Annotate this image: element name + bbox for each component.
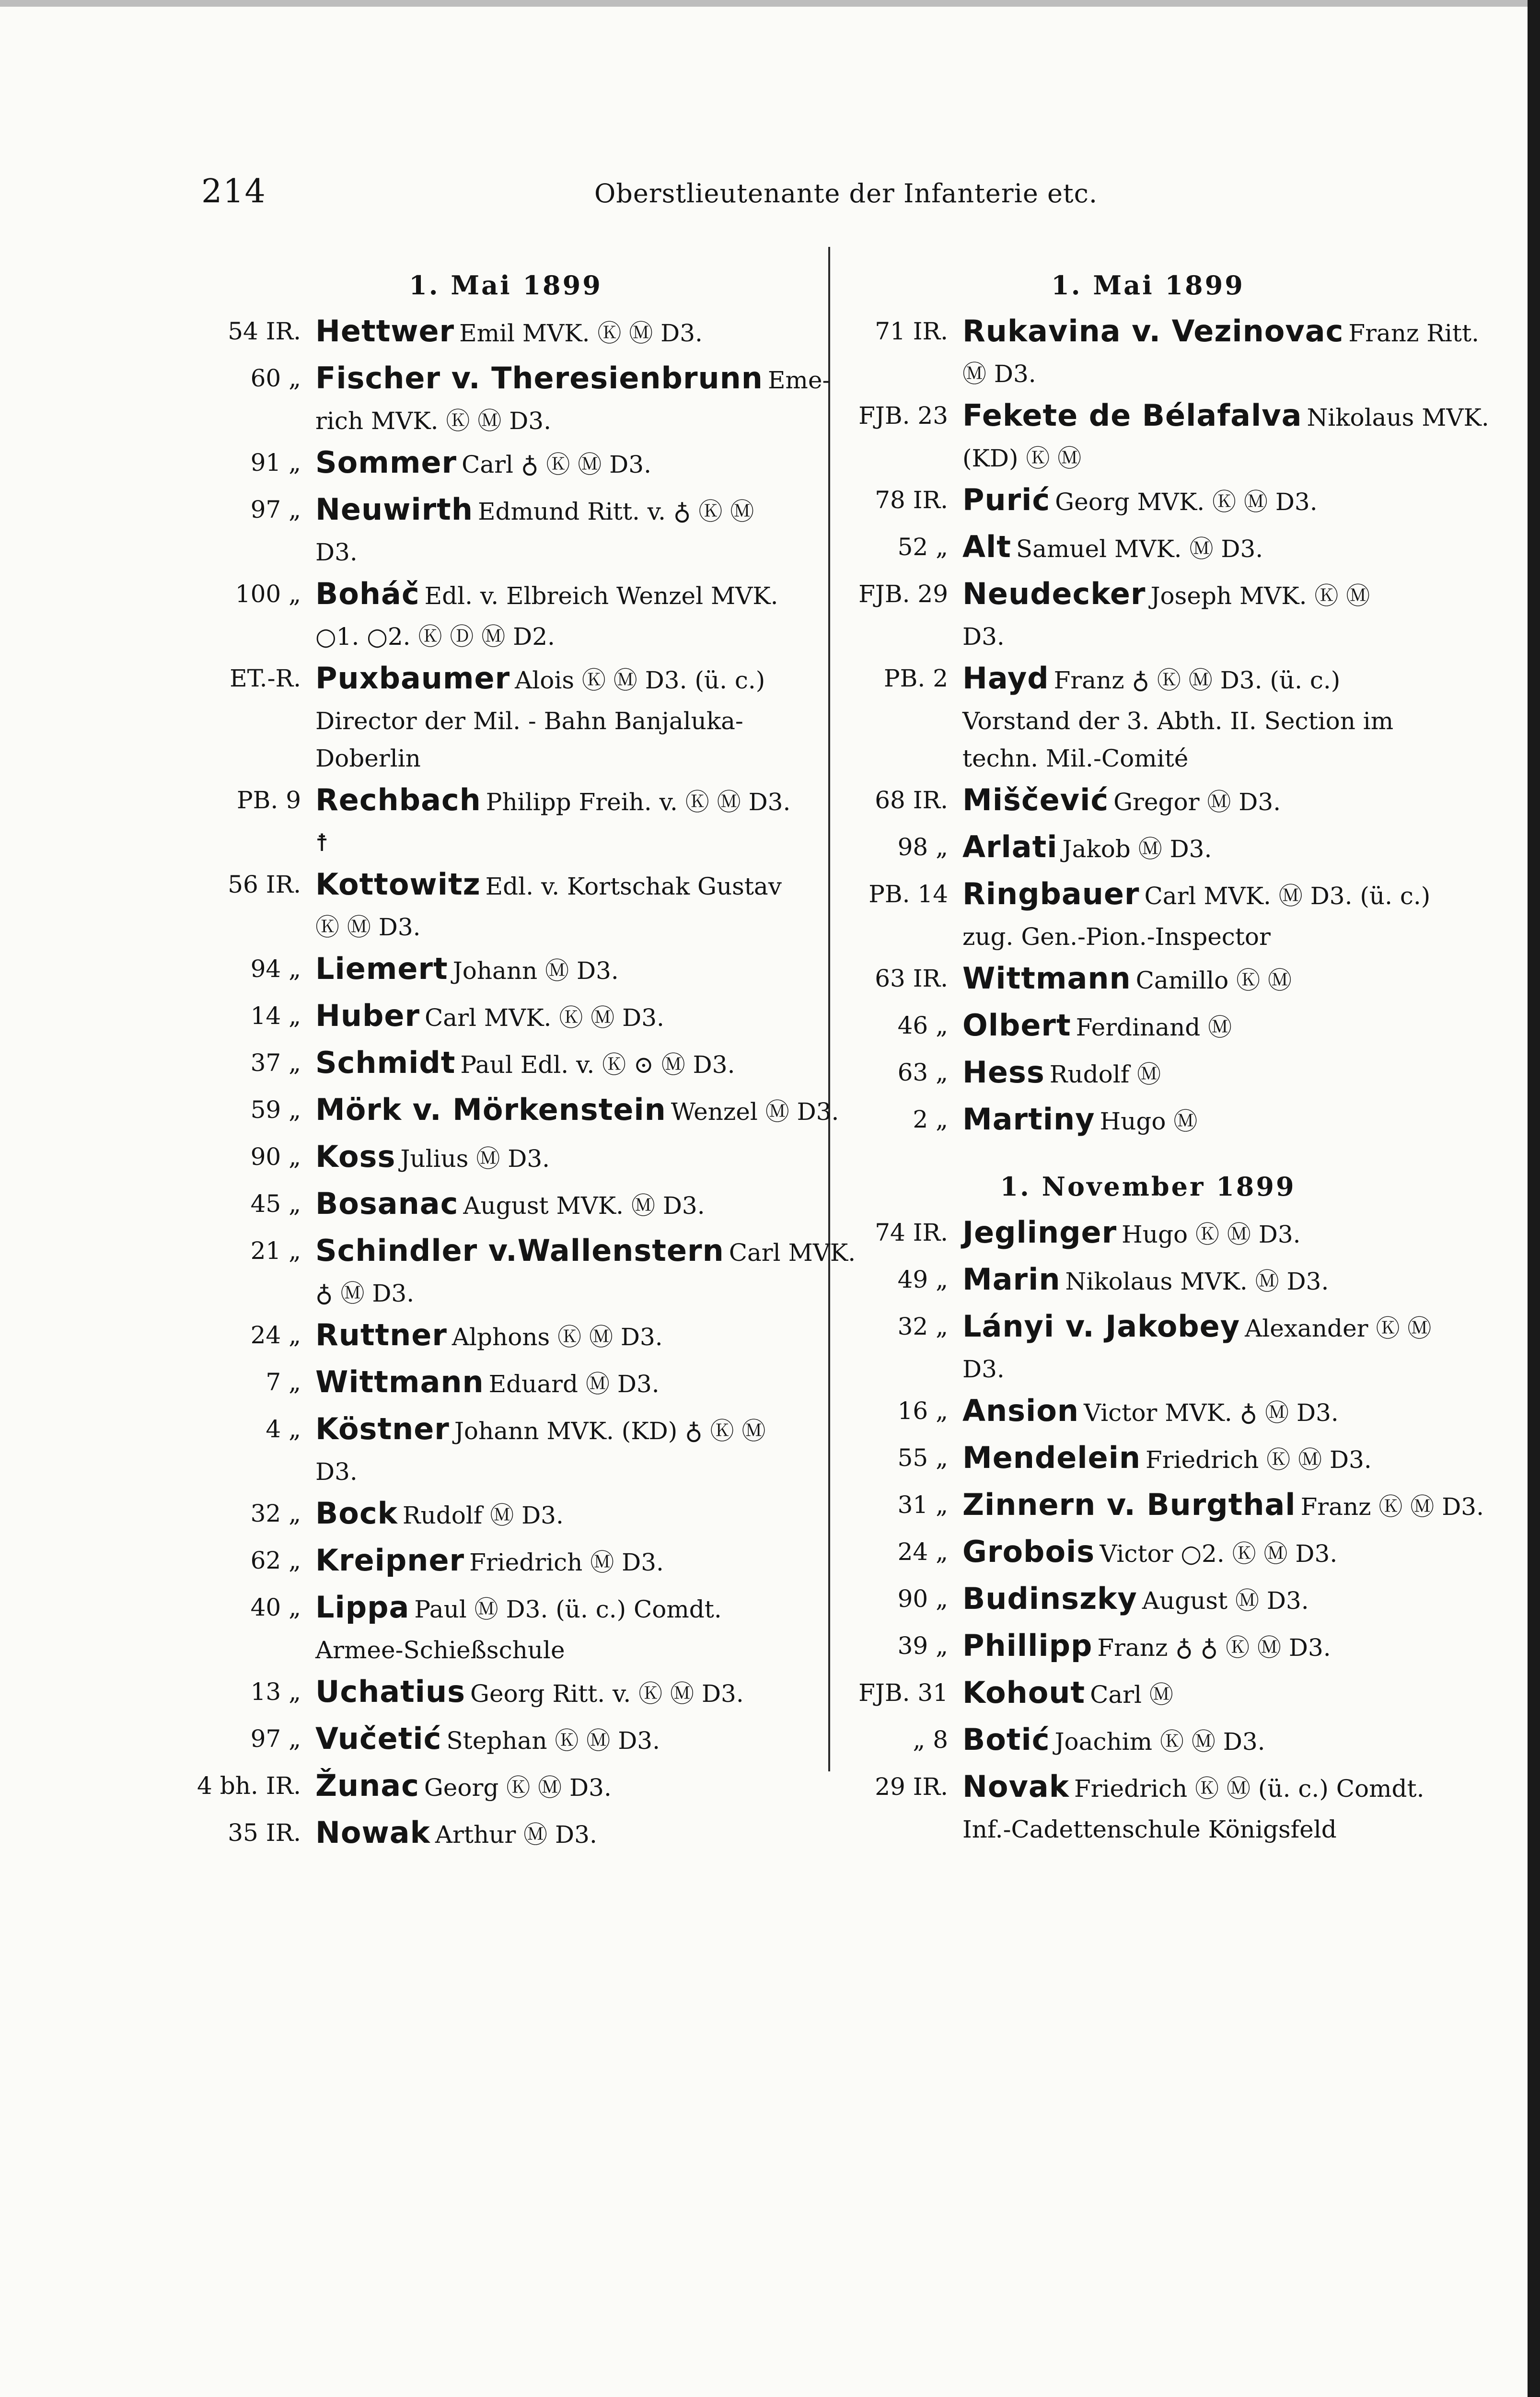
officer-details: Eme-: [767, 366, 831, 394]
regiment-ref: 68 IR.: [875, 786, 948, 814]
regiment-ref: 60 „: [250, 364, 301, 392]
officer-details: Edl. v. Elbreich Wenzel MVK.: [424, 582, 778, 610]
officer-details: Friedrich Ⓜ D3.: [469, 1548, 664, 1576]
roster-entry: [192, 994, 820, 1040]
entry-continuation: Ⓜ D3.: [962, 360, 1036, 388]
officer-details: Carl ♁ Ⓚ Ⓜ D3.: [462, 451, 651, 478]
entry-line: [315, 1811, 820, 1857]
running-title: Oberstlieutenante der Infanterie etc.: [594, 178, 1098, 209]
regiment-ref: 54 IR.: [228, 317, 301, 345]
officer-details: Philipp Freih. v. Ⓚ Ⓜ D3.: [486, 788, 791, 816]
entry-line: [315, 441, 820, 487]
entry-line: [315, 656, 820, 702]
roster-entry: [192, 1360, 820, 1406]
regiment-ref: 39 „: [897, 1632, 948, 1660]
date-heading: 1. Mai 1899: [1051, 270, 1245, 301]
entry-line: [315, 1491, 820, 1537]
officer-details: Ferdinand Ⓜ: [1076, 1013, 1232, 1041]
entry-line: [962, 1003, 1457, 1049]
officer-surname: Nowak: [315, 1815, 430, 1850]
entry-line: [962, 1577, 1457, 1623]
regiment-ref: 45 „: [250, 1190, 301, 1218]
entry-line: [315, 1407, 820, 1453]
regiment-ref: 91 „: [250, 449, 301, 477]
officer-details: Stephan Ⓚ Ⓜ D3.: [446, 1727, 660, 1755]
officer-surname: Mendelein: [962, 1440, 1141, 1475]
page-number: 214: [201, 173, 266, 210]
regiment-ref: 4 „: [266, 1415, 301, 1443]
officer-surname: Kohout: [962, 1675, 1086, 1710]
officer-surname: Koss: [315, 1139, 396, 1174]
roster-entry: [192, 1088, 839, 1134]
officer-details: Eduard Ⓜ D3.: [488, 1370, 660, 1398]
roster-entry: [192, 441, 820, 487]
officer-surname: Sommer: [315, 445, 457, 480]
entry-line: [962, 872, 1457, 918]
entry-line: [962, 656, 1457, 702]
roster-entry: [192, 1670, 820, 1716]
roster-entry: [192, 309, 820, 355]
entry-line: [315, 994, 820, 1040]
regiment-ref: 56 IR.: [228, 871, 301, 898]
entry-line: [962, 1765, 1457, 1811]
roster-entry: [839, 1718, 1457, 1764]
officer-details: Franz Ⓚ Ⓜ D3.: [1300, 1493, 1484, 1521]
regiment-ref: 7 „: [266, 1368, 301, 1396]
officer-surname: Grobois: [962, 1534, 1095, 1569]
officer-surname: Ruttner: [315, 1317, 447, 1352]
officer-details: Georg Ⓚ Ⓜ D3.: [424, 1774, 612, 1802]
officer-details: Nikolaus MVK.: [1307, 404, 1489, 431]
officer-surname: Neuwirth: [315, 492, 473, 527]
officer-surname: Hayd: [962, 661, 1049, 696]
entry-line: [962, 1389, 1457, 1435]
officer-surname: Ansion: [962, 1393, 1079, 1428]
entry-line: [315, 309, 820, 355]
officer-surname: Rukavina v. Vezinovac: [962, 314, 1344, 349]
roster-entry: [192, 1491, 820, 1537]
officer-details: Carl MVK. Ⓚ Ⓜ D3.: [425, 1004, 664, 1032]
roster-entry: [839, 956, 1457, 1002]
entry-line: [962, 572, 1457, 618]
officer-surname: Kreipner: [315, 1543, 465, 1578]
roster-entry: [839, 778, 1457, 824]
entry-line: [962, 1718, 1457, 1764]
regiment-ref: 71 IR.: [875, 317, 948, 345]
roster-entry: [839, 1624, 1457, 1670]
roster-entry: [192, 1229, 856, 1312]
officer-surname: Uchatius: [315, 1674, 466, 1709]
entry-line: [315, 1717, 820, 1763]
officer-details: Friedrich Ⓚ Ⓜ (ü. c.) Comdt.: [1074, 1775, 1424, 1803]
officer-details: Samuel MVK. Ⓜ D3.: [1016, 535, 1263, 563]
officer-surname: Žunac: [315, 1768, 419, 1803]
right-column: [839, 266, 1489, 1849]
roster-entry: [192, 1407, 820, 1490]
officer-surname: Fischer v. Theresienbrunn: [315, 361, 763, 396]
officer-surname: Ringbauer: [962, 876, 1140, 911]
officer-surname: Zinnern v. Burgthal: [962, 1487, 1296, 1522]
officer-details: Nikolaus MVK. Ⓜ D3.: [1065, 1268, 1329, 1295]
roster-entry: [192, 1538, 820, 1584]
roster-entry: [839, 1210, 1457, 1257]
roster-entry: [839, 1050, 1457, 1096]
officer-surname: Wittmann: [962, 961, 1131, 996]
officer-details: Franz Ritt.: [1348, 319, 1479, 347]
left-column: [192, 266, 856, 1858]
officer-details: Paul Edl. v. Ⓚ ⊙ Ⓜ D3.: [460, 1051, 735, 1079]
officer-surname: Hettwer: [315, 314, 455, 349]
officer-details: Edl. v. Kortschak Gustav: [485, 873, 782, 900]
entry-line: [962, 1624, 1457, 1670]
officer-details: Gregor Ⓜ D3.: [1113, 788, 1281, 816]
officer-surname: Wittmann: [315, 1364, 484, 1399]
entry-line: [315, 1585, 820, 1631]
regiment-ref: 94 „: [250, 955, 301, 983]
entry-continuation: D3.: [315, 538, 358, 566]
officer-details: Rudolf Ⓜ D3.: [402, 1501, 564, 1529]
officer-details: August Ⓜ D3.: [1142, 1587, 1309, 1615]
officer-details: Carl Ⓜ: [1090, 1681, 1173, 1709]
officer-surname: Puxbaumer: [315, 661, 510, 696]
roster-entry: [192, 778, 820, 861]
entry-line: [962, 1210, 1457, 1257]
entry-continuation: D3.: [962, 1355, 1005, 1383]
officer-details: Franz ♁ Ⓚ Ⓜ D3. (ü. c.): [1054, 666, 1341, 694]
officer-surname: Lippa: [315, 1590, 410, 1625]
column-divider: [828, 247, 830, 1771]
regiment-ref: 32 „: [250, 1500, 301, 1527]
officer-details: Julius Ⓜ D3.: [400, 1145, 550, 1173]
officer-surname: Botić: [962, 1722, 1050, 1757]
entry-line: [962, 956, 1457, 1002]
regiment-ref: 100 „: [235, 580, 301, 608]
officer-surname: Vučetić: [315, 1721, 442, 1756]
officer-details: Georg MVK. Ⓚ Ⓜ D3.: [1055, 488, 1318, 516]
date-heading: 1. November 1899: [1000, 1171, 1296, 1202]
roster-entry: [192, 862, 820, 946]
entry-line: [315, 1538, 820, 1584]
regiment-ref: 62 „: [250, 1547, 301, 1574]
officer-surname: Kottowitz: [315, 867, 481, 902]
entry-continuation: rich MVK. Ⓚ Ⓜ D3.: [315, 407, 552, 435]
entry-continuation: ○1. ○2. Ⓚ Ⓓ Ⓜ D2.: [315, 623, 555, 651]
officer-details: Johann MVK. (KD) ♁ Ⓚ Ⓜ: [454, 1417, 766, 1445]
entry-continuation: D3.: [962, 623, 1005, 651]
entry-line: [962, 1050, 1457, 1096]
officer-details: Alphons Ⓚ Ⓜ D3.: [452, 1323, 663, 1351]
officer-details: Victor MVK. ♁ Ⓜ D3.: [1084, 1399, 1339, 1427]
officer-details: Paul Ⓜ D3. (ü. c.) Comdt.: [414, 1595, 722, 1623]
officer-surname: Novak: [962, 1769, 1069, 1804]
entry-continuation: ☨: [315, 829, 329, 857]
regiment-ref: 40 „: [250, 1594, 301, 1621]
regiment-ref: 90 „: [250, 1143, 301, 1171]
entry-line: [315, 1135, 820, 1181]
entry-line: [315, 1360, 820, 1406]
entry-continuation: D3.: [315, 1458, 358, 1486]
roster-entry: [839, 309, 1479, 393]
regiment-ref: 59 „: [250, 1096, 301, 1124]
regiment-ref: ET.-R.: [230, 664, 301, 692]
roster-entry: [839, 1097, 1457, 1143]
regiment-ref: 97 „: [250, 1725, 301, 1753]
roster-entry: [839, 394, 1489, 477]
entry-line: [962, 309, 1479, 355]
officer-surname: Budinszky: [962, 1581, 1137, 1616]
entry-line: [315, 778, 820, 824]
regiment-ref: 55 „: [897, 1444, 948, 1472]
roster-entry: [839, 1389, 1457, 1435]
entry-continuation: Ⓚ Ⓜ D3.: [315, 913, 421, 941]
regiment-ref: 14 „: [250, 1002, 301, 1030]
entry-line: [315, 572, 820, 618]
officer-surname: Fekete de Bélafalva: [962, 398, 1302, 433]
entry-continuation: Inf.-Cadettenschule Königsfeld: [962, 1815, 1337, 1843]
roster-entry: [839, 1671, 1457, 1717]
entry-line: [962, 478, 1457, 524]
regiment-ref: 13 „: [250, 1678, 301, 1706]
roster-entry: [839, 1577, 1457, 1623]
officer-details: Emil MVK. Ⓚ Ⓜ D3.: [459, 319, 703, 347]
officer-surname: Olbert: [962, 1008, 1071, 1043]
officer-details: August MVK. Ⓜ D3.: [463, 1192, 705, 1220]
regiment-ref: 32 „: [897, 1313, 948, 1340]
entry-line: [962, 1097, 1457, 1143]
officer-details: Carl MVK. Ⓜ D3. (ü. c.): [1144, 882, 1431, 910]
officer-details: Hugo Ⓚ Ⓜ D3.: [1122, 1221, 1301, 1248]
officer-surname: Alt: [962, 529, 1011, 564]
entry-line: [315, 488, 820, 534]
officer-details: Joachim Ⓚ Ⓜ D3.: [1054, 1728, 1265, 1756]
roster-entry: [192, 572, 820, 655]
roster-entry: [192, 1717, 820, 1763]
entry-continuation: ♁ Ⓜ D3.: [315, 1280, 415, 1307]
entry-line: [962, 1257, 1457, 1303]
roster-entry: [839, 478, 1457, 524]
officer-surname: Mörk v. Mörkenstein: [315, 1092, 666, 1127]
officer-surname: Schindler v.Wallenstern: [315, 1233, 724, 1268]
officer-surname: Bock: [315, 1496, 398, 1531]
officer-details: Johann Ⓜ D3.: [452, 957, 619, 985]
officer-surname: Schmidt: [315, 1045, 456, 1080]
roster-entry: [192, 1811, 820, 1857]
roster-entry: [192, 356, 831, 440]
regiment-ref: 74 IR.: [875, 1219, 948, 1246]
roster-entry: [839, 1436, 1457, 1482]
entry-line: [962, 1436, 1457, 1482]
regiment-ref: 49 „: [897, 1266, 948, 1293]
entry-continuation: Vorstand der 3. Abth. II. Section im techn. Mil.-Comité: [962, 707, 1394, 772]
regiment-ref: 21 „: [250, 1237, 301, 1265]
entry-line: [315, 1670, 820, 1716]
regiment-ref: 16 „: [897, 1397, 948, 1425]
officer-details: Camillo Ⓚ Ⓜ: [1135, 966, 1292, 994]
regiment-ref: „ 8: [913, 1726, 948, 1754]
officer-details: Alois Ⓚ Ⓜ D3. (ü. c.): [515, 666, 765, 694]
roster-entry: [839, 572, 1457, 655]
entry-continuation: Armee-Schießschule: [315, 1636, 565, 1664]
regiment-ref: PB. 2: [884, 664, 948, 692]
roster-entry: [839, 872, 1457, 955]
officer-details: Edmund Ritt. v. ♁ Ⓚ Ⓜ: [477, 498, 754, 525]
entry-continuation: Director der Mil. - Bahn Banjaluka-Doberlin: [315, 707, 743, 772]
officer-surname: Neudecker: [962, 576, 1146, 611]
roster-entry: [839, 1530, 1457, 1576]
roster-entry: [192, 947, 820, 993]
officer-surname: Marin: [962, 1262, 1061, 1297]
roster-entry: [192, 1041, 820, 1087]
officer-details: Arthur Ⓜ D3.: [435, 1821, 597, 1849]
officer-surname: Rechbach: [315, 782, 481, 817]
officer-surname: Purić: [962, 482, 1051, 517]
officer-surname: Bosanac: [315, 1186, 459, 1221]
regiment-ref: 24 „: [250, 1321, 301, 1349]
officer-details: Joseph MVK. Ⓚ Ⓜ: [1150, 582, 1370, 610]
entry-line: [962, 1483, 1484, 1529]
regiment-ref: PB. 9: [237, 786, 301, 814]
officer-details: Franz ♁ ♁ Ⓚ Ⓜ D3.: [1097, 1634, 1331, 1662]
officer-details: Alexander Ⓚ Ⓜ: [1245, 1315, 1432, 1342]
officer-surname: Liemert: [315, 951, 448, 986]
regiment-ref: 37 „: [250, 1049, 301, 1077]
regiment-ref: 98 „: [897, 833, 948, 861]
entry-line: [315, 1313, 820, 1359]
roster-entry: [192, 1764, 820, 1810]
regiment-ref: FJB. 23: [858, 402, 948, 430]
regiment-ref: 35 IR.: [228, 1819, 301, 1847]
roster-entry: [839, 656, 1457, 777]
roster-entry: [192, 656, 820, 777]
officer-surname: Miščević: [962, 782, 1109, 817]
roster-entry: [839, 1257, 1457, 1303]
regiment-ref: 52 „: [897, 533, 948, 561]
entry-line: [315, 1764, 820, 1810]
roster-entry: [192, 1135, 820, 1181]
officer-details: Victor ○2. Ⓚ Ⓜ D3.: [1100, 1540, 1338, 1568]
entry-line: [315, 356, 831, 402]
officer-surname: Jeglinger: [962, 1215, 1117, 1250]
roster-entry: [839, 1483, 1484, 1529]
regiment-ref: FJB. 29: [858, 580, 948, 608]
roster-entry: [839, 1304, 1457, 1388]
regiment-ref: 63 „: [897, 1059, 948, 1086]
regiment-ref: PB. 14: [868, 880, 948, 908]
regiment-ref: 46 „: [897, 1012, 948, 1039]
roster-entry: [839, 825, 1457, 871]
roster-entry: [192, 1585, 820, 1669]
roster-entry: [839, 1765, 1457, 1848]
regiment-ref: FJB. 31: [858, 1679, 948, 1707]
entry-line: [962, 1671, 1457, 1717]
regiment-ref: 97 „: [250, 496, 301, 524]
officer-surname: Huber: [315, 998, 420, 1033]
officer-surname: Lányi v. Jakobey: [962, 1309, 1240, 1344]
roster-entry: [192, 1182, 820, 1228]
entry-line: [962, 1304, 1457, 1350]
entry-line: [962, 525, 1457, 571]
regiment-ref: 78 IR.: [875, 486, 948, 514]
officer-details: Carl MVK.: [729, 1239, 856, 1267]
entry-line: [962, 825, 1457, 871]
officer-details: Hugo Ⓜ: [1100, 1107, 1198, 1135]
officer-details: Georg Ritt. v. Ⓚ Ⓜ D3.: [470, 1680, 744, 1708]
roster-entry: [839, 525, 1457, 571]
regiment-ref: 63 IR.: [875, 965, 948, 992]
entry-line: [315, 1229, 856, 1275]
regiment-ref: 31 „: [897, 1491, 948, 1519]
date-heading: 1. Mai 1899: [409, 270, 602, 301]
entry-line: [315, 1041, 820, 1087]
entry-line: [315, 1088, 839, 1134]
entry-line: [962, 778, 1457, 824]
officer-surname: Phillipp: [962, 1628, 1093, 1663]
officer-details: Wenzel Ⓜ D3.: [671, 1098, 839, 1126]
entry-line: [315, 1182, 820, 1228]
regiment-ref: 90 „: [897, 1585, 948, 1613]
roster-entry: [192, 488, 820, 571]
regiment-ref: 2 „: [913, 1105, 948, 1133]
officer-surname: Hess: [962, 1055, 1045, 1090]
officer-surname: Boháč: [315, 576, 420, 611]
regiment-ref: 4 bh. IR.: [197, 1772, 301, 1800]
entry-line: [962, 394, 1489, 440]
roster-entry: [839, 1003, 1457, 1049]
roster-entry: [192, 1313, 820, 1359]
officer-details: Rudolf Ⓜ: [1049, 1060, 1161, 1088]
entry-line: [962, 1530, 1457, 1576]
entry-continuation: (KD) Ⓚ Ⓜ: [962, 444, 1082, 472]
entry-continuation: zug. Gen.-Pion.-Inspector: [962, 923, 1271, 951]
entry-line: [315, 947, 820, 993]
regiment-ref: 29 IR.: [875, 1773, 948, 1801]
officer-details: Jakob Ⓜ D3.: [1062, 835, 1212, 863]
officer-surname: Arlati: [962, 829, 1058, 864]
regiment-ref: 24 „: [897, 1538, 948, 1566]
officer-surname: Köstner: [315, 1411, 450, 1446]
entry-line: [315, 862, 820, 908]
officer-details: Friedrich Ⓚ Ⓜ D3.: [1146, 1446, 1372, 1474]
officer-surname: Martiny: [962, 1102, 1095, 1137]
